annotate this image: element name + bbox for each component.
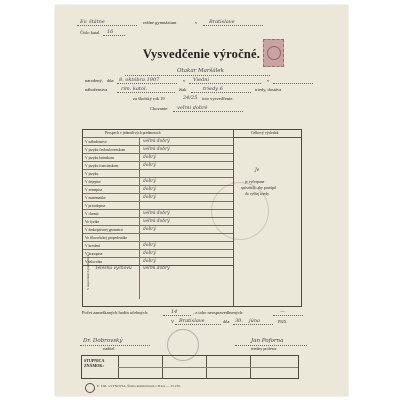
subject-name: Vo filozofickej propedeutike <box>85 236 128 240</box>
subject-grade: dobrý <box>143 250 156 256</box>
issued-day: 30. <box>235 318 243 324</box>
conduct-label: Chovanie: <box>150 106 169 111</box>
grades-header-subject: Prospech v jednotlivých predmetoch <box>105 131 161 135</box>
issued-place: Bratislave <box>179 318 205 324</box>
certificate-sheet <box>55 5 348 396</box>
missed-hours-label: Počet zameškaných hodín učebných: <box>82 310 149 315</box>
optional-subjects-label: V nepovinných predmetoch <box>86 254 90 290</box>
school-year: 24/25 <box>183 95 198 101</box>
region-prefix: v <box>267 78 270 83</box>
grades-header-cell <box>83 130 234 137</box>
embossed-seal <box>211 182 269 240</box>
grades-header-overall: Celkový výsledok <box>251 131 279 135</box>
school-year-prefix: za školský rok 19 <box>133 96 165 101</box>
printer-imprint: E. TOL a SYNOVIA, Štátna kníhtlačiareň v Praze — 35-230. <box>97 384 181 388</box>
student-name: Otakar Maršálek <box>177 68 224 74</box>
extra-grade: veľmi dobrý <box>143 266 170 271</box>
missed-hours-line <box>163 315 191 316</box>
grades-table <box>82 129 302 307</box>
religion-label: náboženstva <box>85 87 108 92</box>
religion-line <box>117 92 175 93</box>
unexcused-label: , z toho neospravedlnených: <box>193 310 244 315</box>
certificate-label: toto vysvedčenie. <box>202 96 234 101</box>
subject-name: V kreslení <box>85 244 101 248</box>
catalog-line <box>103 35 125 36</box>
issued-day-label: dňa <box>223 319 230 324</box>
born-place-line <box>189 83 261 84</box>
subject-name: V náboženstve <box>85 140 107 144</box>
printer-logo <box>85 383 95 393</box>
subject-grade: dobrý <box>143 226 156 232</box>
unexcused-value: — <box>280 309 285 315</box>
subject-name: V deskriptívnej geometrii <box>85 228 123 232</box>
subject-grade: dobrý <box>143 154 156 160</box>
issued-place-prefix: V <box>171 319 175 324</box>
scale-subtitle: ZNÁMOK: <box>84 363 104 368</box>
director-signature-line <box>80 345 150 346</box>
missed-hours-value: 14 <box>171 309 178 315</box>
conduct-value: veľmi dobré <box>177 105 208 111</box>
school-type: reálne gymnázium <box>143 20 177 25</box>
school-name-handwritten: Ev. štátne <box>80 19 105 25</box>
subject-grade: veľmi dobrý <box>143 218 170 224</box>
extra-subject: Telesnú výchovu <box>95 266 132 271</box>
student-label: žiak <box>179 87 187 92</box>
born-day-label: dňa <box>107 78 114 83</box>
subject-name: V prírodopise <box>85 204 106 208</box>
student-class-line <box>191 92 251 93</box>
issued-place-line <box>175 324 221 325</box>
subject-name: V krasopise <box>85 252 103 256</box>
school-name-line <box>77 25 137 26</box>
subject-grade: dobrý <box>143 194 156 200</box>
subject-name: Vo fyzike <box>85 220 100 224</box>
subject-grade: veľmi dobrý <box>143 210 170 216</box>
subject-name: V jazyku československom <box>85 148 126 152</box>
born-place-prefix: v <box>183 78 186 83</box>
document-title: Vysvedčenie výročné. <box>142 47 261 61</box>
overall-line-2: spôsobilý, aby postúpil <box>241 186 277 190</box>
subject-name: V jazyku latinskom <box>85 156 114 160</box>
subject-name: V matematike <box>85 196 106 200</box>
subject-grade: dobrý <box>143 186 156 192</box>
catalog-number: 16 <box>107 29 114 35</box>
born-label: narodený, <box>85 78 103 83</box>
teacher-signature: Jan Poforna <box>251 338 284 344</box>
subject-name: V jazyku <box>85 172 99 176</box>
student-class: triedy 6 <box>203 86 223 92</box>
scale-title: STUPNICA <box>84 358 105 363</box>
subject-grade: dobrý <box>143 178 156 184</box>
school-place-prefix: v <box>195 20 198 25</box>
school-place-line <box>203 25 263 26</box>
region-line <box>273 83 313 84</box>
born-place: Viedni <box>193 77 210 83</box>
subject-name: V chemii <box>85 212 99 216</box>
issued-year: 1925. <box>277 319 288 324</box>
overall-handwritten: Je <box>255 168 260 173</box>
subject-name: V jazyku francúzskom <box>85 164 119 168</box>
subject-name: V telocviku <box>85 260 103 264</box>
student-name-line <box>125 75 270 76</box>
director-label: riaditeľ <box>103 346 115 351</box>
catalog-label: Číslo katal. <box>80 30 101 35</box>
subject-name: V dejepise <box>85 180 101 184</box>
grading-scale-box <box>81 355 299 379</box>
subject-name: V zemepise <box>85 188 103 192</box>
class-label: triedy, dostáva <box>255 87 282 92</box>
director-signature: Dr. Dobrovský <box>83 338 123 344</box>
overall-line-1: je vyčerpane <box>245 180 265 184</box>
subject-grade: dobrý <box>143 242 156 248</box>
subject-grade: veľmi dobrý <box>143 146 170 152</box>
subject-grade: dobrý <box>143 162 156 168</box>
issued-month: júna <box>249 318 260 324</box>
born-date: 8. októbra 1907 <box>119 77 160 83</box>
issued-date-line <box>233 324 273 325</box>
religion-value: rím. katol. <box>121 86 148 92</box>
overall-line-3: do vyššej triedy. <box>245 192 270 196</box>
conduct-line <box>173 111 243 112</box>
school-place-handwritten: Bratislave <box>209 19 235 25</box>
teacher-label: triedny profesor <box>251 346 277 351</box>
unexcused-line <box>273 315 303 316</box>
subject-grade: veľmi dobrý <box>143 138 170 144</box>
born-date-line <box>117 83 177 84</box>
subject-grade: dobrý <box>143 258 156 264</box>
